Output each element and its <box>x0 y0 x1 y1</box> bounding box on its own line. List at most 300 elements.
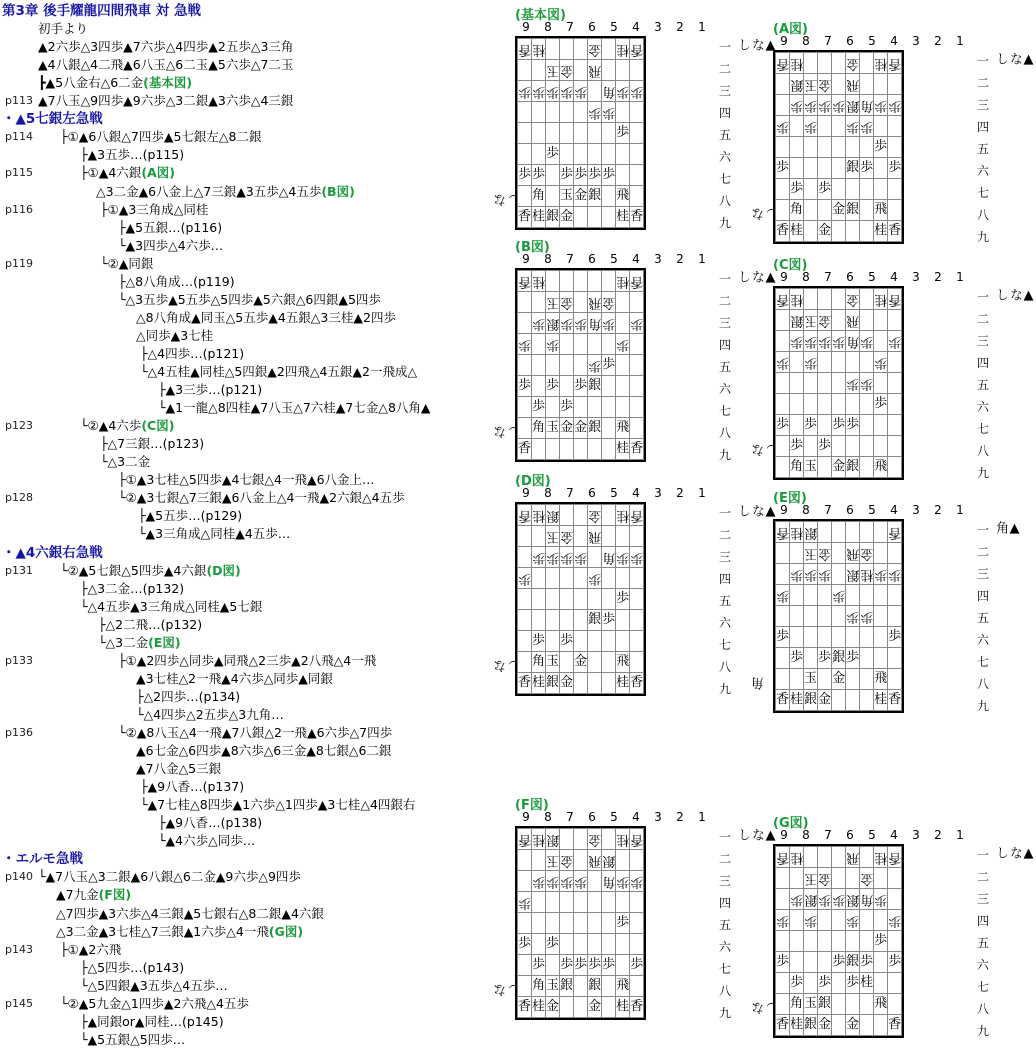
gote-piece: 歩 <box>560 547 574 568</box>
move-text: ▲7八金△5三銀 <box>136 761 222 777</box>
board-grid <box>773 844 904 1038</box>
move-text: └▲7七桂△8四歩▲1六歩△1四歩▲3七桂△4四銀右 <box>140 797 416 813</box>
sente-piece: 歩 <box>574 376 588 397</box>
empty-square <box>574 913 588 934</box>
gote-piece: 桂 <box>532 39 546 60</box>
empty-square <box>860 415 874 436</box>
empty-square <box>790 606 804 627</box>
column-number: 2 <box>934 34 942 48</box>
sente-piece: 歩 <box>560 955 574 976</box>
empty-square <box>630 355 644 376</box>
sente-piece: 歩 <box>616 123 630 144</box>
move-text: └△5四銀▲3五歩△4五歩… <box>80 977 228 993</box>
gote-piece: 桂 <box>616 829 630 850</box>
column-number: 8 <box>544 20 552 34</box>
column-number: 2 <box>676 20 684 34</box>
gote-piece: 歩 <box>518 81 532 102</box>
diagram-link: (B図) <box>321 183 355 199</box>
gote-piece: 歩 <box>846 373 860 394</box>
empty-square <box>588 81 602 102</box>
empty-square <box>560 334 574 355</box>
empty-square <box>776 648 790 669</box>
gote-piece: 歩 <box>804 910 818 931</box>
empty-square <box>616 292 630 313</box>
empty-square <box>630 934 644 955</box>
sente-piece: 香 <box>776 221 790 242</box>
sente-piece: 玉 <box>804 994 818 1015</box>
column-number: 7 <box>824 270 832 284</box>
empty-square <box>518 123 532 144</box>
row-number: 六 <box>976 164 989 178</box>
empty-square <box>630 186 644 207</box>
empty-square <box>560 568 574 589</box>
page-reference: p143 <box>5 942 33 956</box>
gote-piece: 桂 <box>616 505 630 526</box>
empty-square <box>602 418 616 439</box>
row-number: 四 <box>976 120 989 134</box>
row-number: 五 <box>718 918 731 932</box>
sente-piece: 歩 <box>818 436 832 457</box>
sente-piece: 飛 <box>616 976 630 997</box>
empty-square <box>860 994 874 1015</box>
gote-piece: 香 <box>518 829 532 850</box>
empty-square <box>790 352 804 373</box>
empty-square <box>846 522 860 543</box>
empty-square <box>546 631 560 652</box>
empty-square <box>630 850 644 871</box>
empty-square <box>846 394 860 415</box>
gote-piece: 歩 <box>518 892 532 913</box>
sente-piece: 歩 <box>574 955 588 976</box>
column-number: 7 <box>566 20 574 34</box>
row-number: 五 <box>976 378 989 392</box>
board-title: (E図) <box>773 491 807 506</box>
empty-square <box>574 892 588 913</box>
empty-square <box>832 289 846 310</box>
move-text: └②▲8八玉△4一飛▲7八銀△2一飛▲6六歩△7四歩 <box>118 725 393 740</box>
move-text: ├△4四歩…(p121) <box>140 345 245 361</box>
empty-square <box>846 669 860 690</box>
gote-piece: 飛 <box>846 847 860 868</box>
empty-square <box>832 53 846 74</box>
sente-piece: 香 <box>518 673 532 694</box>
move-text: 第3章 後手耀龍四間飛車 対 急戦 <box>2 3 201 19</box>
empty-square <box>804 627 818 648</box>
sente-piece: 金 <box>546 997 560 1018</box>
gote-piece: 歩 <box>804 95 818 116</box>
sente-piece: 歩 <box>518 376 532 397</box>
gote-piece: 歩 <box>574 547 588 568</box>
column-number: 4 <box>890 828 898 842</box>
empty-square <box>630 568 644 589</box>
empty-square <box>874 606 888 627</box>
empty-square <box>804 952 818 973</box>
empty-square <box>818 606 832 627</box>
move-text: ├△3二金…(p132) <box>80 580 185 596</box>
row-number: 九 <box>976 230 989 244</box>
board-title: (基本図) <box>515 8 566 23</box>
empty-square <box>588 334 602 355</box>
column-number: 1 <box>956 503 964 517</box>
empty-square <box>630 589 644 610</box>
empty-square <box>518 871 532 892</box>
empty-square <box>630 526 644 547</box>
empty-square <box>546 955 560 976</box>
gote-piece: 銀 <box>790 74 804 95</box>
empty-square <box>860 522 874 543</box>
gote-piece: 歩 <box>818 564 832 585</box>
gote-piece: 桂 <box>790 847 804 868</box>
empty-square <box>846 179 860 200</box>
move-text: ├▲3五歩…(p115) <box>80 147 185 163</box>
gote-piece: 歩 <box>860 331 874 352</box>
gote-hand: 角 <box>752 677 767 690</box>
empty-square <box>888 648 902 669</box>
empty-square <box>888 373 902 394</box>
move-text: ├▲同銀or▲同桂…(p145) <box>80 1013 224 1029</box>
move-text: ├▲9八香…(p137) <box>140 779 245 795</box>
gote-piece: 金 <box>860 543 874 564</box>
sente-piece: 香 <box>630 439 644 460</box>
row-number: 三 <box>718 84 731 98</box>
gote-piece: 玉 <box>804 74 818 95</box>
gote-piece: 歩 <box>588 355 602 376</box>
row-number: 二 <box>718 294 731 308</box>
move-text: ▲7八玉△9四歩▲9六歩△3二銀▲3六歩△4三銀 <box>38 93 294 109</box>
sente-piece: 歩 <box>888 158 902 179</box>
sente-hand: ▲なし <box>993 846 1036 861</box>
sente-piece: 歩 <box>874 394 888 415</box>
gote-piece: 桂 <box>616 39 630 60</box>
empty-square <box>588 892 602 913</box>
empty-square <box>804 648 818 669</box>
gote-piece: 歩 <box>616 81 630 102</box>
sente-piece: 歩 <box>846 415 860 436</box>
row-number: 三 <box>718 874 731 888</box>
gote-piece: 香 <box>888 289 902 310</box>
gote-piece: 飛 <box>588 850 602 871</box>
empty-square <box>616 934 630 955</box>
empty-square <box>832 137 846 158</box>
empty-square <box>874 973 888 994</box>
move-text: └▲4六歩△同歩… <box>158 833 256 849</box>
move-line <box>0 1029 500 1051</box>
sente-piece: 桂 <box>532 673 546 694</box>
gote-piece: 歩 <box>832 95 846 116</box>
empty-square <box>532 568 546 589</box>
gote-piece: 歩 <box>888 331 902 352</box>
gote-piece: 銀 <box>546 829 560 850</box>
empty-square <box>602 60 616 81</box>
empty-square <box>546 610 560 631</box>
empty-square <box>874 952 888 973</box>
empty-square <box>790 116 804 137</box>
row-number: 六 <box>976 958 989 972</box>
move-text: └△3五歩▲5五歩△5四歩▲5六銀△6四銀▲5四歩 <box>118 291 381 307</box>
gote-piece: 歩 <box>776 910 790 931</box>
move-text: └②▲同銀 <box>100 255 154 271</box>
column-number: 5 <box>610 486 618 500</box>
sente-piece: 銀 <box>832 648 846 669</box>
row-number: 一 <box>976 290 989 304</box>
sente-piece: 歩 <box>532 165 546 186</box>
row-number: 四 <box>976 914 989 928</box>
gote-piece: 歩 <box>860 606 874 627</box>
empty-square <box>860 648 874 669</box>
gote-piece: 歩 <box>630 313 644 334</box>
empty-square <box>560 102 574 123</box>
gote-piece: 歩 <box>804 352 818 373</box>
empty-square <box>574 589 588 610</box>
sente-piece: 歩 <box>790 436 804 457</box>
page-reference: p113 <box>5 94 33 108</box>
empty-square <box>874 179 888 200</box>
gote-piece: 金 <box>588 829 602 850</box>
column-number: 7 <box>566 486 574 500</box>
empty-square <box>546 892 560 913</box>
sente-piece: 玉 <box>546 652 560 673</box>
gote-piece: 銀 <box>804 889 818 910</box>
gote-piece: 金 <box>588 505 602 526</box>
sente-piece: 香 <box>518 207 532 228</box>
empty-square <box>574 355 588 376</box>
row-number: 六 <box>718 616 731 630</box>
empty-square <box>888 994 902 1015</box>
column-number: 2 <box>676 486 684 500</box>
empty-square <box>518 631 532 652</box>
empty-square <box>804 436 818 457</box>
sente-piece: 桂 <box>790 221 804 242</box>
sente-piece: 銀 <box>846 457 860 478</box>
move-text: ├①▲2四歩△同歩▲同飛△2三歩▲2八飛△4一飛 <box>118 652 377 668</box>
empty-square <box>588 397 602 418</box>
gote-piece: 金 <box>846 289 860 310</box>
empty-square <box>776 889 790 910</box>
empty-square <box>574 102 588 123</box>
empty-square <box>846 221 860 242</box>
gote-piece: 桂 <box>790 522 804 543</box>
gote-piece: 歩 <box>616 871 630 892</box>
column-number: 5 <box>868 270 876 284</box>
move-text: ├▲5五銀…(p116) <box>118 219 223 235</box>
board-grid <box>515 502 646 696</box>
empty-square <box>546 397 560 418</box>
empty-square <box>602 271 616 292</box>
move-text: └▲3三角成△同桂▲4五歩… <box>138 526 291 542</box>
empty-square <box>888 415 902 436</box>
empty-square <box>532 913 546 934</box>
column-number: 5 <box>868 34 876 48</box>
column-number: 3 <box>654 810 662 824</box>
empty-square <box>804 847 818 868</box>
empty-square <box>846 585 860 606</box>
row-number: 九 <box>976 466 989 480</box>
sente-piece: 金 <box>818 690 832 711</box>
gote-piece: 歩 <box>776 585 790 606</box>
row-number: 七 <box>718 172 731 186</box>
gote-piece: 金 <box>560 850 574 871</box>
gote-piece: 歩 <box>888 95 902 116</box>
move-text: 初手より <box>38 21 89 37</box>
empty-square <box>574 631 588 652</box>
column-number: 3 <box>912 503 920 517</box>
sente-hand: ▲なし <box>735 504 778 519</box>
gote-piece: 金 <box>860 868 874 889</box>
empty-square <box>860 585 874 606</box>
gote-piece: 角 <box>846 331 860 352</box>
empty-square <box>888 585 902 606</box>
empty-square <box>602 39 616 60</box>
empty-square <box>818 457 832 478</box>
empty-square <box>818 394 832 415</box>
empty-square <box>804 200 818 221</box>
gote-piece: 歩 <box>574 313 588 334</box>
column-number: 2 <box>934 828 942 842</box>
empty-square <box>874 116 888 137</box>
empty-square <box>616 355 630 376</box>
empty-square <box>602 892 616 913</box>
empty-square <box>874 331 888 352</box>
gote-piece: 歩 <box>818 889 832 910</box>
empty-square <box>874 415 888 436</box>
empty-square <box>860 74 874 95</box>
empty-square <box>832 973 846 994</box>
row-number: 一 <box>718 272 731 286</box>
column-number: 5 <box>868 828 876 842</box>
empty-square <box>532 292 546 313</box>
gote-piece: 歩 <box>560 871 574 892</box>
empty-square <box>602 439 616 460</box>
empty-square <box>588 439 602 460</box>
empty-square <box>602 913 616 934</box>
empty-square <box>616 568 630 589</box>
sente-hand: ▲なし <box>735 38 778 53</box>
empty-square <box>560 355 574 376</box>
sente-piece: 桂 <box>874 221 888 242</box>
gote-piece: 玉 <box>804 868 818 889</box>
sente-piece: 歩 <box>588 955 602 976</box>
empty-square <box>574 976 588 997</box>
sente-piece: 香 <box>630 207 644 228</box>
sente-piece: 歩 <box>818 973 832 994</box>
empty-square <box>574 334 588 355</box>
empty-square <box>630 913 644 934</box>
column-number: 6 <box>588 252 596 266</box>
column-number: 2 <box>676 810 684 824</box>
sente-piece: 歩 <box>860 952 874 973</box>
empty-square <box>818 415 832 436</box>
empty-square <box>832 116 846 137</box>
gote-piece: 歩 <box>860 373 874 394</box>
gote-piece: 角 <box>860 95 874 116</box>
sente-piece: 歩 <box>518 934 532 955</box>
gote-piece: 歩 <box>532 81 546 102</box>
empty-square <box>560 144 574 165</box>
sente-piece: 歩 <box>546 376 560 397</box>
move-text: ├①▲6八銀△7四歩▲5七銀左△8二銀 <box>60 129 262 145</box>
sente-piece: 飛 <box>616 652 630 673</box>
empty-square <box>874 522 888 543</box>
move-text: └△4五歩▲3三角成△同桂▲5七銀 <box>80 598 263 614</box>
empty-square <box>818 910 832 931</box>
sente-piece: 歩 <box>532 397 546 418</box>
column-number: 4 <box>890 503 898 517</box>
column-number: 9 <box>522 20 530 34</box>
empty-square <box>860 910 874 931</box>
move-text: ▲6七金△6四歩▲8六歩△6三金▲8七銀△6二銀 <box>136 743 392 759</box>
empty-square <box>602 376 616 397</box>
sente-piece: 飛 <box>616 186 630 207</box>
empty-square <box>574 610 588 631</box>
empty-square <box>888 457 902 478</box>
row-number: 一 <box>976 54 989 68</box>
gote-piece: 玉 <box>804 310 818 331</box>
empty-square <box>874 585 888 606</box>
sente-piece: 銀 <box>588 186 602 207</box>
empty-square <box>560 934 574 955</box>
row-number: 八 <box>976 1002 989 1016</box>
column-number: 8 <box>802 34 810 48</box>
column-number: 6 <box>846 503 854 517</box>
gote-piece: 桂 <box>616 271 630 292</box>
diagram-link: (G図) <box>268 923 304 939</box>
empty-square <box>860 200 874 221</box>
empty-square <box>804 585 818 606</box>
gote-piece: 銀 <box>846 564 860 585</box>
gote-piece: 香 <box>518 271 532 292</box>
sente-piece: 飛 <box>874 669 888 690</box>
gote-piece: 歩 <box>588 568 602 589</box>
empty-square <box>832 352 846 373</box>
move-text: ▲4八銀△4二飛▲6八玉△6二玉▲5六歩△7二玉 <box>38 57 294 73</box>
gote-piece: 歩 <box>790 889 804 910</box>
sente-piece: 角 <box>532 976 546 997</box>
column-number: 4 <box>632 486 640 500</box>
empty-square <box>804 931 818 952</box>
gote-piece: 歩 <box>776 116 790 137</box>
column-number: 1 <box>698 252 706 266</box>
empty-square <box>818 289 832 310</box>
gote-piece: 歩 <box>846 910 860 931</box>
empty-square <box>574 60 588 81</box>
row-number: 八 <box>718 984 731 998</box>
empty-square <box>630 610 644 631</box>
move-text: ├▲9八香…(p138) <box>158 815 263 831</box>
empty-square <box>560 610 574 631</box>
empty-square <box>560 997 574 1018</box>
sente-piece: 角 <box>790 457 804 478</box>
empty-square <box>888 606 902 627</box>
empty-square <box>888 310 902 331</box>
gote-piece: 桂 <box>790 53 804 74</box>
empty-square <box>532 60 546 81</box>
row-number: 四 <box>718 106 731 120</box>
empty-square <box>574 673 588 694</box>
row-number: 七 <box>718 638 731 652</box>
sente-piece: 銀 <box>588 976 602 997</box>
gote-piece: 歩 <box>846 116 860 137</box>
sente-piece: 金 <box>574 186 588 207</box>
page-reference: p131 <box>5 563 33 577</box>
empty-square <box>818 352 832 373</box>
gote-piece: 銀 <box>804 522 818 543</box>
empty-square <box>790 158 804 179</box>
column-number: 8 <box>544 810 552 824</box>
sente-piece: 銀 <box>588 610 602 631</box>
empty-square <box>832 994 846 1015</box>
empty-square <box>832 910 846 931</box>
empty-square <box>518 610 532 631</box>
